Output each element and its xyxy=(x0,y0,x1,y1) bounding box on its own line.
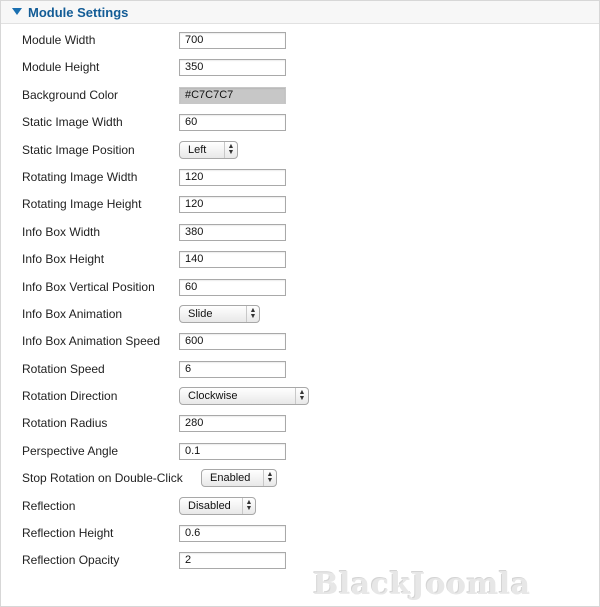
select-value: Clockwise xyxy=(188,390,238,403)
row-reflection-height xyxy=(1,520,599,547)
field-label: Info Box Height xyxy=(22,252,105,267)
select-value: Disabled xyxy=(188,499,231,512)
reflection-select[interactable] xyxy=(179,497,256,515)
select-arrows-icon: ▲ ▼ xyxy=(242,498,255,514)
select-value: Left xyxy=(188,143,207,156)
static-image-position-select[interactable] xyxy=(179,141,238,159)
row-rotating-image-height xyxy=(1,191,599,218)
row-info-box-width xyxy=(1,219,599,246)
field-label: Module Width xyxy=(22,33,96,47)
field-label: Module Height xyxy=(22,60,100,75)
stop-rotation-double-click-select[interactable] xyxy=(201,469,277,487)
reflection-opacity-input[interactable]: 2 xyxy=(179,552,286,569)
info-box-width-input[interactable]: 380 xyxy=(179,224,286,241)
select-arrows-icon: ▲ ▼ xyxy=(263,470,276,486)
row-info-box-animation xyxy=(1,301,599,328)
info-box-height-input[interactable]: 140 xyxy=(179,251,286,268)
row-rotating-image-width xyxy=(1,164,599,191)
field-label: Rotation Direction xyxy=(22,389,118,404)
select-value: Slide xyxy=(188,307,213,320)
field-label: Stop Rotation on Double-Click xyxy=(22,471,183,486)
row-rotation-speed xyxy=(1,356,599,383)
settings-form xyxy=(1,27,599,575)
row-reflection xyxy=(1,493,599,520)
field-label: Background Color xyxy=(22,87,119,102)
select-value: Enabled xyxy=(210,472,251,485)
field-label: Reflection Height xyxy=(22,526,114,541)
rotation-speed-input[interactable]: 6 xyxy=(179,361,286,378)
field-label: Rotation Radius xyxy=(22,416,108,431)
row-info-box-animation-speed xyxy=(1,328,599,355)
row-module-height xyxy=(1,54,599,81)
field-label: Rotation Speed xyxy=(22,361,105,376)
info-box-vertical-position-input[interactable]: 60 xyxy=(179,279,286,296)
row-background-color xyxy=(1,82,599,109)
row-perspective-angle xyxy=(1,438,599,465)
row-rotation-radius xyxy=(1,410,599,437)
field-label: Rotating Image Height xyxy=(22,197,142,212)
section-title: Module Settings xyxy=(28,4,129,20)
reflection-height-input[interactable]: 0.6 xyxy=(179,525,286,542)
section-header[interactable] xyxy=(1,1,599,24)
info-box-animation-speed-input[interactable]: 600 xyxy=(179,333,286,350)
field-label: Info Box Animation Speed xyxy=(22,334,161,349)
rotating-image-width-input[interactable]: 120 xyxy=(179,169,286,186)
field-label: Info Box Vertical Position xyxy=(22,279,155,294)
rotation-radius-input[interactable]: 280 xyxy=(179,415,286,432)
row-static-image-width xyxy=(1,109,599,136)
select-arrows-icon: ▲ ▼ xyxy=(224,142,237,158)
row-static-image-position xyxy=(1,137,599,164)
field-label: Reflection Opacity xyxy=(22,553,120,568)
rotating-image-height-input[interactable]: 120 xyxy=(179,196,286,213)
field-label: Info Box Width xyxy=(22,224,101,239)
row-module-width xyxy=(1,27,599,54)
field-label: Reflection xyxy=(22,498,76,513)
info-box-animation-select[interactable] xyxy=(179,305,260,323)
watermark: BlackJoomla xyxy=(313,567,531,602)
field-label: Static Image Width xyxy=(22,115,123,130)
select-arrows-icon: ▲ ▼ xyxy=(246,306,259,322)
collapse-arrow-icon[interactable] xyxy=(12,7,22,17)
field-label: Rotating Image Width xyxy=(22,169,138,184)
field-label: Info Box Animation xyxy=(22,306,123,321)
row-info-box-vertical-position xyxy=(1,274,599,301)
rotation-direction-select[interactable] xyxy=(179,387,309,405)
module-height-input[interactable]: 350 xyxy=(179,59,286,76)
background-color-input[interactable]: #C7C7C7 xyxy=(179,87,286,104)
static-image-width-input[interactable]: 60 xyxy=(179,114,286,131)
perspective-angle-input[interactable]: 0.1 xyxy=(179,443,286,460)
field-label: Perspective Angle xyxy=(22,443,119,458)
row-rotation-direction xyxy=(1,383,599,410)
row-stop-rotation-double-click xyxy=(1,465,599,492)
module-width-input[interactable]: 700 xyxy=(179,32,286,49)
select-arrows-icon: ▲ ▼ xyxy=(295,388,308,404)
field-label: Static Image Position xyxy=(22,142,135,157)
row-info-box-height xyxy=(1,246,599,273)
